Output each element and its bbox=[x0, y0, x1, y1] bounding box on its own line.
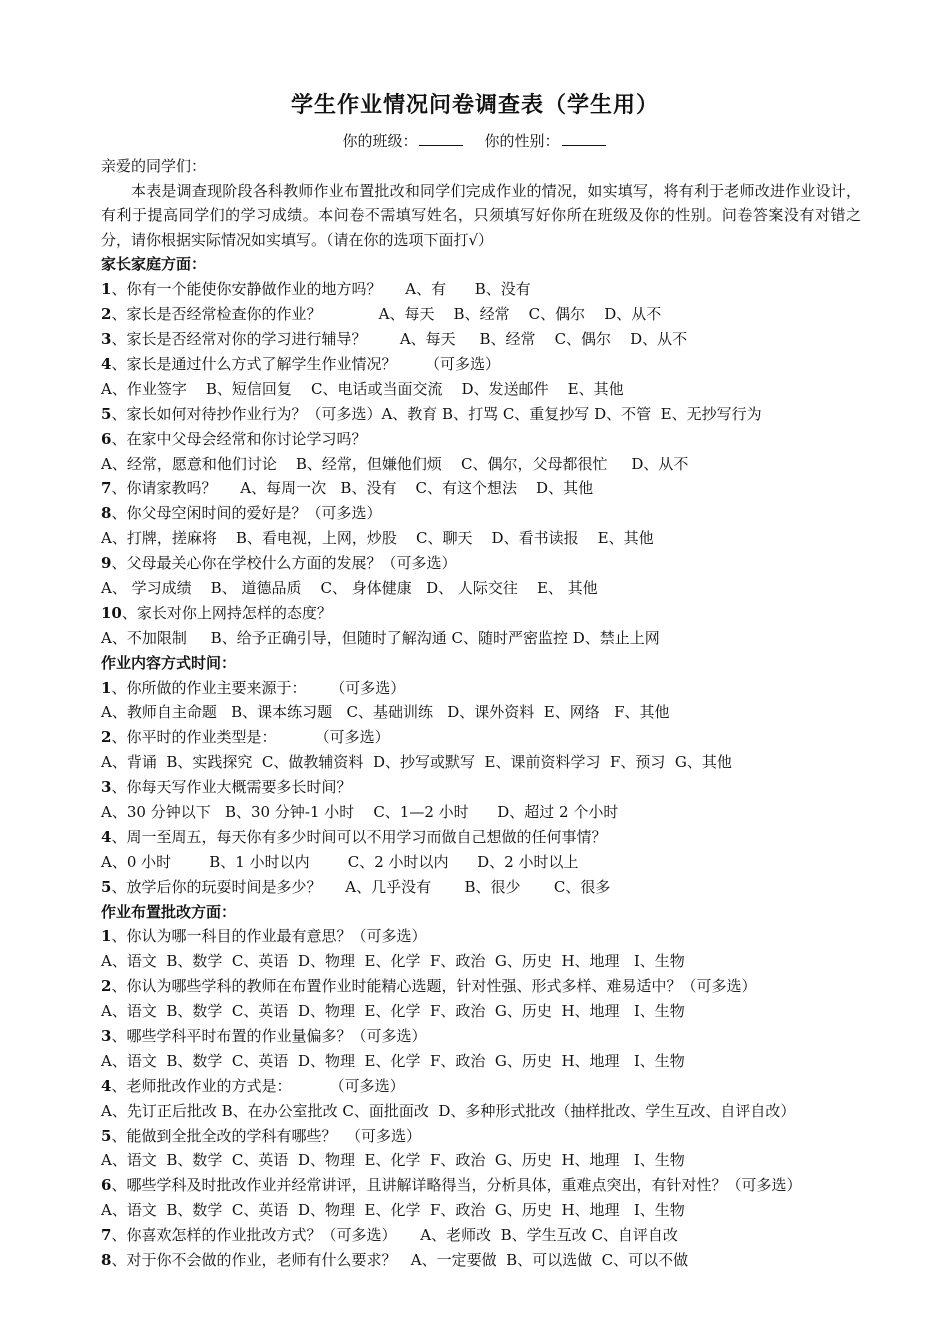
question-number: 4 bbox=[101, 1076, 112, 1095]
question-text: 、你有一个能使你安静做作业的地方吗？ A、有 B、没有 bbox=[111, 280, 531, 299]
question-line bbox=[101, 352, 861, 377]
question-line bbox=[101, 725, 861, 750]
options-line bbox=[101, 1049, 861, 1074]
options-line bbox=[101, 1148, 861, 1173]
gender-label: 你的性别： bbox=[484, 132, 560, 150]
question-number: 6 bbox=[101, 429, 112, 448]
options-line bbox=[101, 1099, 861, 1124]
option-text: A、 学习成绩 B、 道德品质 C、 身体健康 D、 人际交往 E、 其他 bbox=[101, 578, 598, 597]
question-number: 6 bbox=[101, 1176, 112, 1195]
section-heading: 家长家庭方面： bbox=[101, 255, 207, 274]
options-line bbox=[101, 800, 861, 825]
question-text: 、家长是否经常对你的学习进行辅导？ A、每天 B、经常 C、偶尔 D、从不 bbox=[111, 330, 688, 349]
question-number: 2 bbox=[101, 977, 112, 996]
question-line bbox=[101, 402, 861, 427]
question-number: 3 bbox=[101, 778, 112, 797]
options-line bbox=[101, 850, 861, 875]
option-text: A、经常，愿意和他们讨论 B、经常，但嫌他们烦 C、偶尔，父母都很忙 D、从不 bbox=[101, 454, 689, 473]
question-number: 8 bbox=[101, 504, 112, 523]
question-text: 、家长是否经常检查你的作业？ A、每天 B、经常 C、偶尔 D、从不 bbox=[111, 305, 662, 324]
options-line bbox=[101, 576, 861, 601]
options-line bbox=[101, 626, 861, 651]
question-text: 、放学后你的玩耍时间是多少？ A、几乎没有 B、很少 C、很多 bbox=[111, 877, 611, 896]
question-line bbox=[101, 676, 861, 701]
question-text: 、在家中父母会经常和你讨论学习吗？ bbox=[111, 429, 367, 448]
question-number: 2 bbox=[101, 305, 112, 324]
option-text: A、打牌，搓麻将 B、看电视，上网，炒股 C、聊天 D、看书读报 E、其他 bbox=[101, 529, 654, 548]
question-text: 、父母最关心你在学校什么方面的发展？（可多选） bbox=[111, 554, 457, 573]
question-line bbox=[101, 1223, 861, 1248]
question-text: 、哪些学科及时批改作业并经常讲评，且讲解详略得当，分析具体，重难点突出，有针对性？（可多选） bbox=[111, 1176, 802, 1195]
option-text: A、不加限制 B、给予正确引导，但随时了解沟通 C、随时严密监控 D、禁止上网 bbox=[101, 628, 660, 647]
section-heading: 作业布置批改方面： bbox=[101, 902, 237, 921]
question-line bbox=[101, 1124, 861, 1149]
question-number: 4 bbox=[101, 354, 112, 373]
option-text: A、语文 B、数学 C、英语 D、物理 E、化学 F、政治 G、历史 H、地理 I、生物 bbox=[101, 1051, 685, 1070]
question-text: 、你父母空闲时间的爱好是？（可多选） bbox=[111, 504, 382, 523]
question-number: 8 bbox=[101, 1251, 112, 1270]
question-line bbox=[101, 1074, 861, 1099]
question-text: 、你喜欢怎样的作业批改方式？（可多选） A、老师改 B、学生互改 C、自评自改 bbox=[111, 1226, 678, 1245]
options-line bbox=[101, 999, 861, 1024]
intro-paragraph bbox=[101, 179, 861, 253]
question-line bbox=[101, 924, 861, 949]
question-text: 、你请家教吗？ A、每周一次 B、没有 C、有这个想法 D、其他 bbox=[111, 479, 594, 498]
option-text: A、作业签字 B、短信回复 C、电话或当面交流 D、发送邮件 E、其他 bbox=[101, 379, 624, 398]
options-line bbox=[101, 750, 861, 775]
class-blank-field[interactable] bbox=[419, 131, 463, 146]
section-heading: 作业内容方式时间： bbox=[101, 653, 237, 672]
question-line bbox=[101, 1248, 861, 1273]
question-number: 9 bbox=[101, 554, 112, 573]
question-number: 7 bbox=[101, 1226, 112, 1245]
question-text: 、你认为哪些学科的教师在布置作业时能精心选题，针对性强、形式多样、难易适中？（可多选） bbox=[111, 977, 757, 996]
option-text: A、背诵 B、实践探究 C、做教辅资料 D、抄写或默写 E、课前资料学习 F、预习 G、其他 bbox=[101, 753, 732, 772]
options-line bbox=[101, 526, 861, 551]
option-text: A、教师自主命题 B、课本练习题 C、基础训练 D、课外资料 E、网络 F、其他 bbox=[101, 703, 670, 722]
option-text: A、30 分钟以下 B、30 分钟-1 小时 C、1—2 小时 D、超过 2 个小时 bbox=[101, 802, 619, 821]
question-text: 、你平时的作业类型是： （可多选） bbox=[111, 728, 390, 747]
question-line bbox=[101, 302, 861, 327]
question-sections bbox=[101, 252, 861, 1273]
option-text: A、0 小时 B、1 小时以内 C、2 小时以内 D、2 小时以上 bbox=[101, 852, 579, 871]
greeting: 亲爱的同学们： bbox=[101, 157, 207, 175]
page-title: 学生作业情况问卷调查表（学生用） bbox=[290, 92, 659, 118]
option-text: A、语文 B、数学 C、英语 D、物理 E、化学 F、政治 G、历史 H、地理 I、生物 bbox=[101, 1201, 685, 1220]
question-line bbox=[101, 825, 861, 850]
survey-body bbox=[101, 154, 861, 1273]
question-line bbox=[101, 551, 861, 576]
option-text: A、语文 B、数学 C、英语 D、物理 E、化学 F、政治 G、历史 H、地理 I、生物 bbox=[101, 1002, 685, 1021]
question-text: 、家长如何对待抄作业行为？（可多选）A、教育 B、打骂 C、重复抄写 D、不管 E、无抄写行为 bbox=[111, 404, 762, 423]
question-number: 5 bbox=[101, 404, 112, 423]
question-number: 7 bbox=[101, 479, 112, 498]
question-number: 3 bbox=[101, 330, 112, 349]
question-line bbox=[101, 1173, 861, 1198]
question-text: 、家长对你上网持怎样的态度？ bbox=[121, 603, 332, 622]
question-text: 、家长是通过什么方式了解学生作业情况？ （可多选） bbox=[111, 354, 501, 373]
question-line bbox=[101, 601, 861, 626]
question-line bbox=[101, 501, 861, 526]
question-number: 3 bbox=[101, 1027, 112, 1045]
question-number: 10 bbox=[101, 603, 122, 622]
question-number: 1 bbox=[101, 927, 112, 946]
question-number: 4 bbox=[101, 827, 112, 846]
question-line bbox=[101, 476, 861, 501]
class-gender-line bbox=[0, 130, 950, 151]
question-text: 、老师批改作业的方式是： （可多选） bbox=[111, 1076, 405, 1095]
options-line bbox=[101, 377, 861, 402]
options-line bbox=[101, 1198, 861, 1223]
option-text: A、先订正后批改 B、在办公室批改 C、面批面改 D、多种形式批改（抽样批改、学生互改、自评自改） bbox=[101, 1101, 796, 1120]
question-number: 2 bbox=[101, 728, 112, 747]
question-number: 1 bbox=[101, 280, 112, 299]
question-text: 、哪些学科平时布置的作业量偏多？（可多选） bbox=[111, 1027, 427, 1045]
question-text: 、你认为哪一科目的作业最有意思？（可多选） bbox=[111, 927, 427, 946]
question-line bbox=[101, 277, 861, 302]
question-number: 1 bbox=[101, 678, 112, 697]
class-label: 你的班级： bbox=[342, 132, 418, 150]
question-text: 、能做到全批全改的学科有哪些？ （可多选） bbox=[111, 1126, 421, 1145]
question-line bbox=[101, 974, 861, 999]
question-text: 、你所做的作业主要来源于： （可多选） bbox=[111, 678, 406, 697]
question-text: 、对于你不会做的作业，老师有什么要求？ A、一定要做 B、可以选做 C、可以不做 bbox=[111, 1251, 689, 1270]
question-line bbox=[101, 1024, 861, 1049]
question-line bbox=[101, 775, 861, 800]
question-text: 、你每天写作业大概需要多长时间？ bbox=[111, 778, 352, 797]
question-line bbox=[101, 327, 861, 352]
intro-text: 本表是调查现阶段各科教师作业布置批改和同学们完成作业的情况，如实填写，将有利于老师改进作业设计，有利于提高同学们的学习成绩。本问卷不需填写姓名，只须填写好你所在班级及你的性别。问卷答案没有对错之分，请你根据实际情况如实填写。（请在你的选项下面打√） bbox=[101, 181, 861, 249]
option-text: A、语文 B、数学 C、英语 D、物理 E、化学 F、政治 G、历史 H、地理 I、生物 bbox=[101, 952, 685, 971]
question-text: 、周一至周五，每天你有多少时间可以不用学习而做自己想做的任何事情？ bbox=[111, 827, 607, 846]
gender-blank-field[interactable] bbox=[562, 131, 606, 146]
question-number: 5 bbox=[101, 1126, 112, 1145]
options-line bbox=[101, 452, 861, 477]
options-line bbox=[101, 700, 861, 725]
question-line bbox=[101, 875, 861, 900]
options-line bbox=[101, 949, 861, 974]
question-number: 5 bbox=[101, 877, 112, 896]
question-line bbox=[101, 427, 861, 452]
option-text: A、语文 B、数学 C、英语 D、物理 E、化学 F、政治 G、历史 H、地理 I、生物 bbox=[101, 1151, 685, 1170]
